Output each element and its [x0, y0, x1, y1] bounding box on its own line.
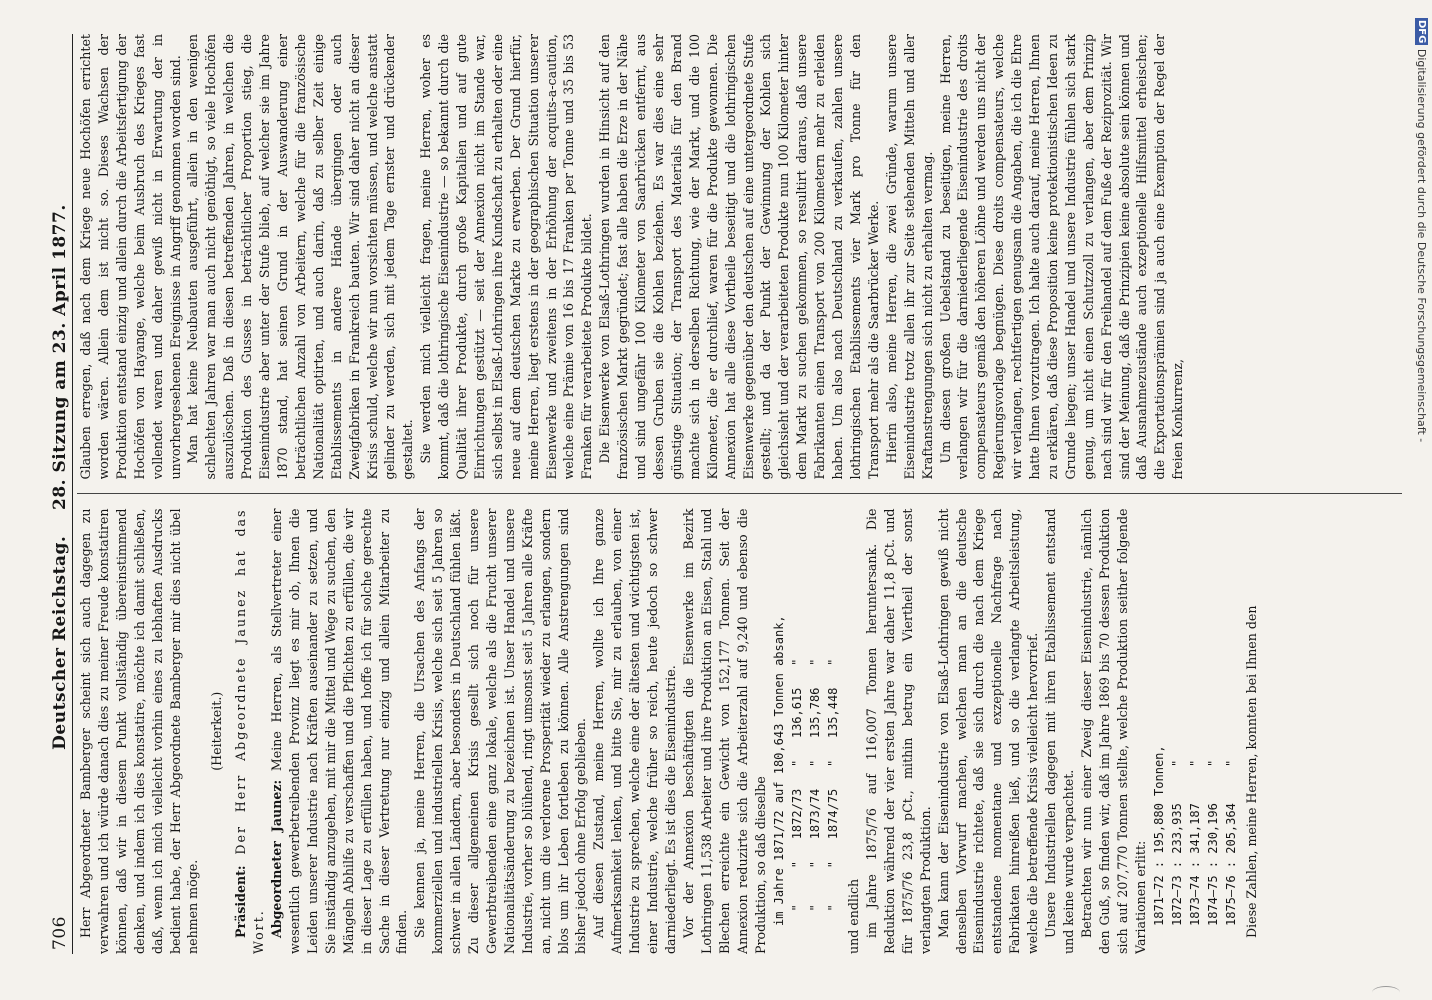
table-row: " " 1873/74 " 135,786 ": [808, 658, 823, 926]
paragraph: Sie kennen ja, meine Herren, die Ursachen des Anfangs der kommerziellen und industriellen Krisis, welche sich seit 5 Jahren so schwer in allen Ländern, aber besonders in Deutschland fühlen läßt. Zu dieser allgemeinen Krisis gesellt sich noch für unsere Gewerbtreibenden eine ganz lokale, welche als die Frucht unserer Nationalitätsänderung zu bezeichnen ist. Unser Handel und unsere Industrie, vorher so blühend, ringt umsonst seit 5 Jahren alle Kräfte an, nicht um die verlorene Prosperität wieder zu erlangen, sondern blos um ihr Leben fortleben zu können. Alle Anstrengungen sind bisher jedoch ohne Erfolg geblieben.: [412, 508, 589, 954]
paragraph: Diese Zahlen, meine Herren, konnten bei Ihnen den: [1244, 605, 1259, 938]
president-text: Der Herr Abgeordnete Jaunez hat das Wort.: [233, 508, 267, 954]
paragraph: im Jahre 1875/76 auf 116,007 Tonnen heruntersank. Die Reduktion während der vier ersten Jahre war daher 11,8 pCt. und für 1875/76 23,8 pCt., mithin betrug ein Viertheil der sonst verlangten Produktion.: [863, 508, 933, 954]
page-number: 706: [50, 916, 70, 950]
paragraph: Man kann der Eisenindustrie von Elsaß-Lothringen gewiß nicht denselben Vorwurf machen, welchen man an die deutsche Eisenindustrie richtete, daß sie sich durch die nach dem Kriege entstandene momentane und exzeptionelle Nachfrage nach Fabrikaten hinreißen ließ, und so die verlangte Arbeitsleistung, welche die betreffende Krisis vielleicht hervorrief.: [935, 508, 1041, 954]
left-column: [77, 509, 1402, 955]
table-row: 1874—75 : 230,196 ": [1206, 759, 1221, 926]
paragraph: Unsere Industriellen dagegen mit ihren Etablissement entstand und keine wurde verpachtet.: [1043, 508, 1076, 954]
paragraph: und endlich: [846, 878, 862, 954]
scanned-page: [44, 24, 1416, 964]
paragraph: Die Eisenwerke von Elsaß-Lothringen wurden in Hinsicht auf den französischen Markt gegründet; fast alle haben die Erze in der Nähe und sind ungefähr 100 Kilometer von Saarbrücken entfernt, aus dessen Gruben sie die Kohlen beziehen. Es war dies eine sehr günstige Situation; der Transport des Materials für den Brand machte sich in derselben Richtung, wie der Markt, und die 100 Kilometer, die er durchlief, waren für die Produkte gewonnen. Die Annexion hat alle diese Vortheile beseitigt und die lothringischen Eisenwerke gegenüber den deutschen auf eine untergeordnete Stufe gestellt; und da der Punkt der Gewinnung der Kohlen sich gleichsieht und der verarbeiteten Produkte nun 100 Kilometer hinter dem Markt zu suchen gekommen, so resultirt daraus, daß unsere Fabrikanten einen Transport von 200 Kilometern mehr zu erleiden haben. Um also nach Deutschland zu verkaufen, zahlen unsere lothringischen Etablissements vier Mark pro Tonne für den Transport mehr als die Saarbrücker Werke.: [597, 34, 881, 480]
table-row: " " 1872/73 " 136,615 ": [790, 658, 805, 926]
pencil-mark: [1372, 986, 1400, 999]
paragraph: Man hat keine Neubauten ausgeführt, allein in den wenigen schlechten Jahren war man auch nicht genöthigt, so viele Hochöfen auszulöschen. Daß in diesen betreffenden Jahren, in welchen die Produktion des Gusses in beträchtlicher Proportion stieg, die Eisenindustrie aber unter der Stufe blieb, auf welcher sie im Jahre 1870 stand, hat seinen Grund in der Auswanderung einer beträchtlichen Anzahl von Arbeitern, welche für die französische Nationalität optirten, und auch darin, daß zu selber Zeit einige Etablissements in andere Hände übergingen oder auch Zweigfabriken in Frankreich bauten. Wir sind daher nicht an dieser Krisis schuld, welche wir nun vorsichten müssen, und welche anstatt gelinder zu werden, sich mit jedem Tage ernster und drückender gestaltet.: [185, 34, 416, 480]
table-row: 1872—73 : 233,935 ": [1170, 759, 1185, 926]
paragraph: Meine Herren, als Stellvertreter einer wesentlich gewerbetreibenden Provinz liegt es mir ob, Ihnen die Leiden unserer Industrie nach Kräften auseinander zu setzen, und Sie inständig anzugehen, mit mir die Mittel und Wege zu suchen, den Mängeln Abhilfe zu verschaffen und die Pflichten zu erfüllen, die wir in dieser Lage zu erfüllen haben, und hoffe ich für solche gerechte Sache in dieser Vertretung nur einzig und allein Mitarbeiter zu finden.: [269, 508, 410, 954]
column-divider: [77, 494, 1402, 495]
paragraph: Glauben erregen, daß nach dem Kriege neue Hochöfen errichtet worden wären. Allein dem ist nicht so. Dieses Wachsen der Produktion entstand einzig und allein durch die Arbeitsfertigung der Hochöfen von Hayange, welche beim Ausbruch des Krieges fast vollendet waren und daher gewiß nicht in Erwartung der in unvorhergesehenen Ereignisse in Angriff genommen worden sind.: [78, 34, 183, 480]
table-row: " " 1874/75 " 135,448 ": [826, 658, 841, 926]
table-row: 1873—74 : 341,187 ": [1188, 759, 1203, 926]
stamp-text: Digitalisierung gefördert durch die Deutsche Forschungsgemeinschaft -: [1415, 48, 1428, 443]
paragraph: Hierin also, meine Herren, die zwei Gründe, warum unsere Eisenindustrie trotz allen ihr zur Seite stehenden Mitteln und aller Kraftanstrengungen sich nicht zu erhalten vermag.: [883, 34, 935, 480]
laughter-note: (Heiterkeit.): [209, 691, 225, 771]
paragraph: Auf diesen Zustand, meine Herren, wollte ich Ihre ganze Aufmerksamkeit lenken, und bitte Sie, mir zu erlauben, von einer Industrie zu sprechen, welche eine der ältesten und wichtigsten ist, einer Industrie, welche früher so reich, heute jedoch so schwer darniederliegt. Es ist dies die Eisenindustrie.: [591, 508, 678, 954]
paragraph: Herr Abgeordneter Bamberger scheint sich auch dagegen zu verwahren und ich würde danach dies zu meiner Freude konstatiren können, daß wir in diesem Punkt vollständig übereinstimmend denken, und indem ich dies konstatire, möchte ich damit schließen, daß, wenn ich mich vielleicht vorhin eines zu lebhaften Ausdrucks bedient habe, der Herr Abgeordnete Bamberger mir dies nicht übel nehmen möge.: [78, 508, 201, 954]
table-row: im Jahre 1871/72 auf 180,643 Tonnen absank,: [772, 615, 787, 926]
paragraph: Um diesen großen Uebelstand zu beseitigen, meine Herren, verlangen wir für die darniederliegende Eisenindustrie des droits compensateurs gemäß den höheren Löhne und werden uns nicht der Regierungsvorlage begnügen. Diese droits compensateurs, welche wir verlangen, rechtfertigen genugsam die Angaben, die ich die Ehre hatte Ihnen vorzutragen. Ich halte auch darauf, meine Herren, Ihnen zu erklären, daß diese Proposition keine protektionistischen Ideen zu Grunde liegen; unser Handel und unsere Industrie fühlen sich stark genug, um nicht einen Schutzzoll zu verlangen, aber dem Prinzip nach sind wir für den Freihandel auf dem Fuße der Reziprozität. Wir sind der Meinung, daß die Prinzipien keine absolute sein können und daß Ausnahmezustände auch exzeptionelle Hilfsmittel erheischen; die Exportationsprämien sind ja auch eine Exemption der Regel der freien Konkurrenz,: [937, 34, 1186, 480]
president-line: [232, 509, 268, 955]
dfg-badge: DFG: [1416, 20, 1427, 44]
text-columns: [77, 34, 1402, 954]
table-row: 1875—76 : 205,364 ": [1224, 759, 1239, 926]
production-table: [771, 509, 843, 927]
speaker-jaunez: Abgeordneter Jaunez:: [269, 779, 285, 938]
paragraph: Sie werden mich vielleicht fragen, meine Herren, woher es kommt, daß die lothringische Eisenindustrie — so bekannt durch die Qualität ihrer Produkte, durch große Kapitalien und auf gute Einrichtungen gestützt — seit der Annexion nicht im Stande war, sich selbst in Elsaß-Lothringen ihre Kundschaft zu erhalten oder eine neue auf dem deutschen Markte zu erwerben. Der Grund hierfür, meine Herren, liegt erstens in der geographischen Situation unserer Eisenwerke und zweitens in der Erhöhung der acquits-a-caution, welche eine Prämie von 16 bis 17 Franken per Tonne und 35 bis 53 Franken für verarbeitete Produkte bildet.: [418, 34, 595, 480]
paragraph: Betrachten wir nun einer Zweig dieser Eisenindustrie, nämlich den Guß, so finden wir, daß im Jahre 1869 bis 70 dessen Produktion sich auf 207,770 Tonnen stellte, welche Produktion seither folgende Variationen erlitt:: [1078, 508, 1148, 954]
guss-table: [1151, 509, 1241, 927]
speaker-president: Präsident:: [233, 865, 249, 938]
session-label: 28. Sitzung am 23. April 1877.: [50, 204, 70, 511]
paragraph: Vor der Annexion beschäftigten die Eisenwerke im Bezirk Lothringen 11,538 Arbeiter und ihre Produktion an Eisen, Stahl und Blechen erreichte ein Gewicht von 152,177 Tonnen. Seit der Annexion reduzirte sich die Arbeiterzahl auf 9,240 und ebenso die Produktion, so daß dieselbe: [680, 508, 768, 954]
digitization-stamp: [1415, 18, 1428, 442]
right-column: [77, 34, 1402, 480]
jaunez-opening: [268, 509, 411, 955]
table-row: 1871—72 : 195,880 Tonnen,: [1152, 745, 1167, 926]
running-head: [50, 34, 73, 954]
publication-title: Deutscher Reichstag. 28. Sitzung am 23. April 1877.: [50, 204, 70, 750]
